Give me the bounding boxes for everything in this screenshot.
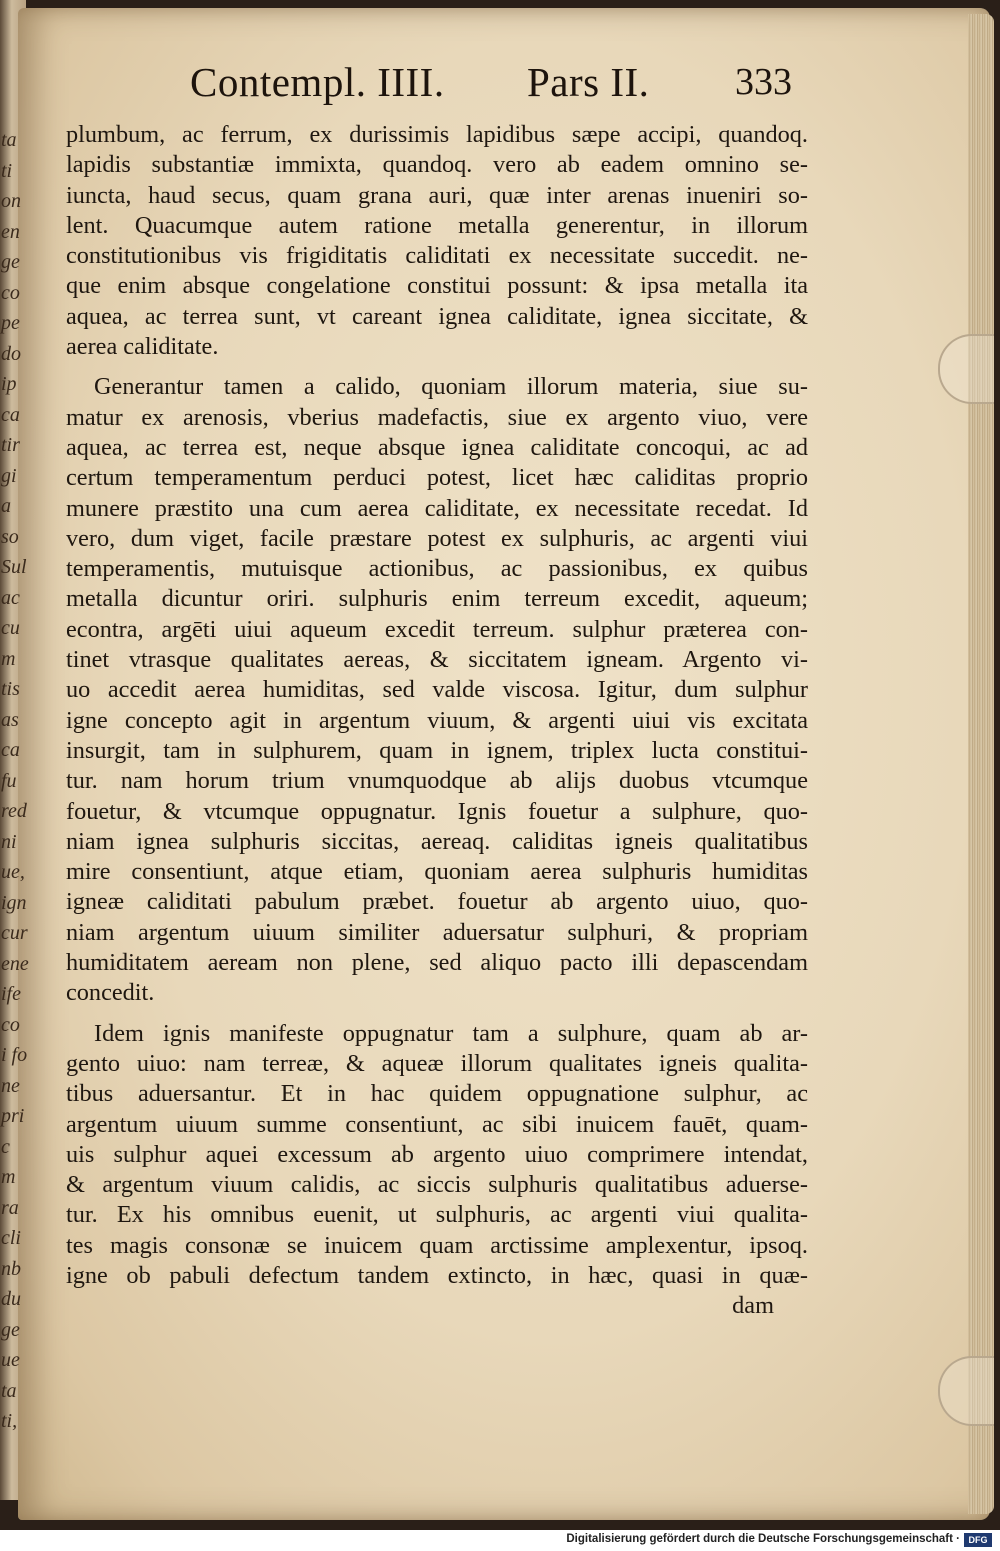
facing-page-fragment: ge [1, 251, 20, 273]
part-title: Pars II. [527, 59, 650, 105]
facing-page-fragment: ca [1, 739, 20, 761]
facing-page-fragment: ac [1, 586, 20, 609]
text-line: tes magis consonæ se inuicem quam arctissime amplexentur, ipsoq. [66, 1231, 808, 1259]
facing-page-fragment: ue, [1, 861, 25, 883]
facing-page-fragment: ta [1, 129, 17, 151]
paragraph-gap [66, 362, 808, 372]
facing-page-fragment: do [1, 342, 21, 365]
facing-page-fragment: en [1, 220, 20, 243]
text-line: metalla dicuntur oriri. sulphuris enim terreum excedit, aqueum; [66, 585, 808, 613]
facing-page-fragment: i fo [1, 1044, 28, 1066]
dfg-logo: DFG [964, 1533, 992, 1547]
facing-page-fragment: ip [1, 373, 17, 395]
facing-page-fragment: gi [1, 464, 17, 487]
digitization-footer [0, 1530, 1000, 1551]
digitization-credit: Digitalisierung gefördert durch die Deutsche Forschungsgemeinschaft · [566, 1533, 960, 1545]
facing-page-fragment: co [1, 1013, 20, 1036]
facing-page-fragment: cu [1, 617, 20, 639]
text-line: constitutionibus vis frigiditatis caliditati ex necessitate succedit. ne- [66, 242, 808, 270]
facing-page-fragment: ene [1, 952, 29, 975]
text-line: insurgit, tam in sulphurem, quam in ignem, triplex lucta constitui- [66, 736, 808, 764]
facing-page-fragment: ni [1, 830, 17, 853]
facing-page-fragment: a [1, 495, 11, 517]
text-line: igne concepto agit in argentum viuum, & argenti uiui vis excitata [66, 706, 808, 734]
text-line: temperamentis, mutuisque actionibus, ac passionibus, ex quibus [66, 555, 808, 583]
text-line: argentum uiuum summe consentiunt, ac sibi inuicem fauēt, quam- [66, 1110, 808, 1138]
facing-page-fragment: on [1, 190, 21, 212]
facing-page-fragment: ra [1, 1196, 19, 1219]
text-line: aerea caliditate. [66, 333, 219, 361]
facing-page-fragment: ta [1, 1379, 17, 1402]
text-line: niam argentum uiuum similiter aduersatur sulphuri, & propriam [66, 918, 808, 946]
page-number: 333 [735, 61, 792, 103]
text-line: concedit. [66, 979, 155, 1007]
facing-page-fragment: pe [1, 312, 20, 334]
facing-page-fragment: ge [1, 1318, 20, 1341]
text-line: gento uiuo: nam terreæ, & aqueæ illorum qualitates igneis qualita- [66, 1049, 808, 1077]
body-text [66, 120, 808, 1322]
catchword: dam [732, 1292, 774, 1320]
facing-page-fragment: c [1, 1135, 10, 1158]
running-title: Contempl. IIII. [190, 59, 445, 105]
text-line: iuncta, haud secus, quam grana auri, quæ inter arenas inueniri so- [66, 181, 808, 209]
facing-page-fragment: m [1, 647, 16, 670]
facing-page-fragment: ign [1, 891, 27, 914]
facing-page-fragment: fu [1, 769, 17, 792]
facing-page-fragment: cli [1, 1227, 21, 1249]
paragraph-gap [66, 1009, 808, 1019]
text-line: tinet vtrasque qualitates aereas, & siccitatem igneam. Argento vi- [66, 646, 808, 674]
text-line: igneæ caliditati pabulum præbet. fouetur ab argento uiuo, quo- [66, 888, 808, 916]
facing-page-fragment: ue [1, 1349, 20, 1371]
facing-page-fragment: m [1, 1166, 16, 1188]
text-line: igne ob pabuli defectum tandem extincto, in hæc, quasi in quæ- [66, 1261, 808, 1289]
facing-page-fragment: so [1, 525, 19, 548]
facing-page-fragment: du [1, 1288, 21, 1310]
facing-page-fragment: cur [1, 922, 28, 944]
text-line: mire consentiunt, atque etiam, quoniam aerea sulphuris humiditas [66, 858, 808, 886]
text-line: humiditatem aeream non plene, sed aliquo pacto illi depascendam [66, 949, 808, 977]
text-line: & argentum viuum calidis, ac siccis sulphuris qualitatibus aduerse- [66, 1171, 808, 1199]
text-line: econtra, argēti uiui aqueum excedit terreum. sulphur præterea con- [66, 615, 808, 643]
facing-page-fragment: nb [1, 1257, 21, 1280]
text-line: lapidis substantiæ immixta, quandoq. vero ab eadem omnino se- [66, 151, 808, 179]
text-line: uo accedit aerea humiditas, sed valde viscosa. Igitur, dum sulphur [66, 676, 808, 704]
facing-page-fragment: ca [1, 403, 20, 426]
facing-page-fragment: ife [1, 983, 21, 1005]
text-line: Idem ignis manifeste oppugnatur tam a sulphure, quam ab ar- [94, 1019, 808, 1047]
facing-page-fragment: tir [1, 434, 20, 456]
facing-page-fragment: co [1, 281, 20, 304]
facing-page-fragment: red [1, 800, 27, 822]
facing-page-fragment: ti, [1, 1410, 18, 1432]
text-line: aquea, ac terrea sunt, vt careant ignea caliditate, ignea siccitate, & [66, 302, 808, 330]
text-line: certum temperamentum perduci potest, licet hæc caliditas proprio [66, 464, 808, 492]
facing-page-fragment: ne [1, 1074, 20, 1097]
text-line: aquea, ac terrea est, neque absque ignea caliditate concoqui, ac ad [66, 433, 808, 461]
text-line: tur. nam horum trium vnumquodque ab alijs duobus vtcumque [66, 767, 808, 795]
text-line: fouetur, & vtcumque oppugnatur. Ignis fouetur a sulphure, quo- [66, 797, 808, 825]
text-line: munere præstito una cum aerea caliditate, ex necessitate recedat. Id [66, 494, 808, 522]
page-header [190, 58, 830, 118]
text-line: niam ignea sulphuris siccitas, aereaq. caliditas igneis qualitatibus [66, 827, 808, 855]
text-line: vero, dum viget, facile præstare potest ex sulphuris, ac argenti viui [66, 524, 808, 552]
facing-page-fragment: pri [1, 1105, 25, 1127]
text-line: uis sulphur aquei excessum ab argento uiuo comprimere intendat, [66, 1140, 808, 1168]
text-line: plumbum, ac ferrum, ex durissimis lapidibus sæpe accipi, quandoq. [66, 121, 808, 148]
facing-page-fragment: tis [1, 678, 20, 700]
text-line: tibus aduersantur. Et in hac quidem oppugnatione sulphur, ac [66, 1080, 808, 1108]
text-line: que enim absque congelatione constitui possunt: & ipsa metalla ita [66, 272, 808, 300]
text-line: tur. Ex his omnibus euenit, ut sulphuris, ac argenti viui qualita- [66, 1201, 808, 1229]
text-line: Generantur tamen a calido, quoniam illorum materia, siue su- [94, 373, 808, 401]
facing-page-fragment: ti [1, 159, 13, 182]
page-stack-edge [968, 14, 994, 1514]
text-line: lent. Quacumque autem ratione metalla generentur, in illorum [66, 211, 808, 239]
facing-page-fragment: as [1, 708, 19, 731]
facing-page-fragment: Sul [1, 556, 27, 578]
text-line: matur ex arenosis, vberius madefactis, siue ex argento viuo, vere [66, 403, 808, 431]
